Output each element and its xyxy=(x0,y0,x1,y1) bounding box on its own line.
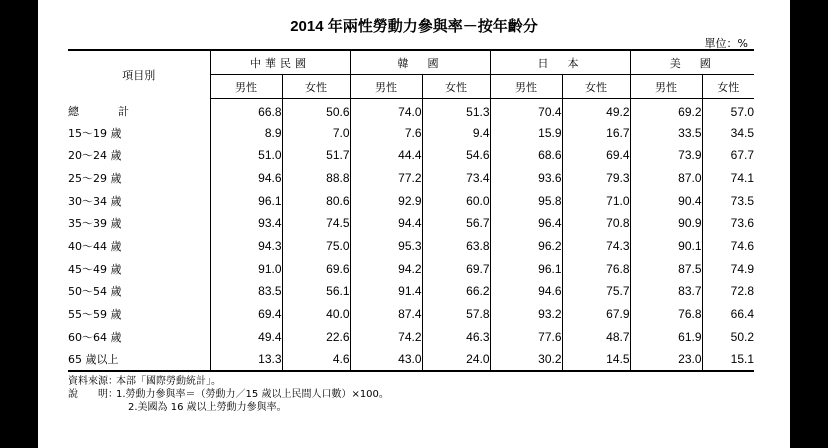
table-cell: 74.1 xyxy=(702,167,754,190)
table-cell: 61.9 xyxy=(630,325,702,348)
table-cell: 4.6 xyxy=(282,348,350,371)
sex-header-male: 男性 xyxy=(630,75,702,99)
source-key: 資料來源： xyxy=(68,376,118,387)
table-cell: 43.0 xyxy=(350,348,422,371)
table-cell: 66.2 xyxy=(422,280,490,303)
table-cell: 90.4 xyxy=(630,189,702,212)
table-cell: 30.2 xyxy=(490,348,562,371)
table-cell: 13.3 xyxy=(210,348,282,371)
table-cell: 46.3 xyxy=(422,325,490,348)
table-cell: 94.2 xyxy=(350,257,422,280)
explain-note-2 xyxy=(68,401,758,414)
sex-header-male: 男性 xyxy=(490,75,562,99)
table-cell: 50.2 xyxy=(702,325,754,348)
table-row xyxy=(68,280,754,303)
row-label: 40～44 歲 xyxy=(68,239,122,253)
table-cell: 96.1 xyxy=(210,189,282,212)
table-row xyxy=(68,121,754,144)
row-label: 15～19 歲 xyxy=(68,126,122,140)
sex-header-female: 女性 xyxy=(422,75,490,99)
table-cell: 72.8 xyxy=(702,280,754,303)
sex-header-male: 男性 xyxy=(210,75,282,99)
row-label: 60～64 歲 xyxy=(68,330,122,344)
table-cell: 83.7 xyxy=(630,280,702,303)
table-cell: 71.0 xyxy=(562,189,630,212)
table-row xyxy=(68,167,754,190)
table-cell: 83.5 xyxy=(210,280,282,303)
table-cell: 57.0 xyxy=(702,99,754,122)
table-cell: 75.0 xyxy=(282,235,350,258)
sex-header-female: 女性 xyxy=(562,75,630,99)
table-row xyxy=(68,257,754,280)
table-cell: 56.7 xyxy=(422,212,490,235)
table-cell: 74.3 xyxy=(562,235,630,258)
row-label: 30～34 歲 xyxy=(68,194,122,208)
explain-note xyxy=(68,388,758,401)
table-cell: 16.7 xyxy=(562,121,630,144)
table-row xyxy=(68,235,754,258)
country-header-japan: 日 本 xyxy=(490,50,630,75)
table-cell: 63.8 xyxy=(422,235,490,258)
table-cell: 69.4 xyxy=(210,303,282,326)
table-cell: 90.1 xyxy=(630,235,702,258)
table-cell: 76.8 xyxy=(562,257,630,280)
table-cell: 73.5 xyxy=(702,189,754,212)
country-header-taiwan: 中華民國 xyxy=(210,50,350,75)
country-header-usa: 美 國 xyxy=(630,50,754,75)
row-label: 35～39 歲 xyxy=(68,217,122,231)
table-cell: 73.9 xyxy=(630,144,702,167)
table-cell: 51.0 xyxy=(210,144,282,167)
table-cell: 73.6 xyxy=(702,212,754,235)
table-cell: 95.3 xyxy=(350,235,422,258)
country-header-korea: 韓 國 xyxy=(350,50,490,75)
table-cell: 9.4 xyxy=(422,121,490,144)
table-cell: 49.2 xyxy=(562,99,630,122)
table-cell: 51.7 xyxy=(282,144,350,167)
table-cell: 14.5 xyxy=(562,348,630,371)
table-cell: 91.0 xyxy=(210,257,282,280)
table-cell: 90.9 xyxy=(630,212,702,235)
table-cell: 48.7 xyxy=(562,325,630,348)
table-cell: 88.8 xyxy=(282,167,350,190)
table-cell: 66.4 xyxy=(702,303,754,326)
table-cell: 70.8 xyxy=(562,212,630,235)
explain-key: 說 明： xyxy=(68,389,118,400)
table-cell: 96.2 xyxy=(490,235,562,258)
table-cell: 34.5 xyxy=(702,121,754,144)
table-cell: 8.9 xyxy=(210,121,282,144)
table-cell: 80.6 xyxy=(282,189,350,212)
table-cell: 24.0 xyxy=(422,348,490,371)
table-cell: 60.0 xyxy=(422,189,490,212)
table-cell: 44.4 xyxy=(350,144,422,167)
page-title: 2014 年兩性勞動力參與率－按年齡分 xyxy=(290,18,538,35)
table-cell: 93.6 xyxy=(490,167,562,190)
table-cell: 96.1 xyxy=(490,257,562,280)
table-cell: 75.7 xyxy=(562,280,630,303)
data-table xyxy=(68,49,754,372)
table-cell: 56.1 xyxy=(282,280,350,303)
table-cell: 15.1 xyxy=(702,348,754,371)
table-cell: 69.4 xyxy=(562,144,630,167)
table-cell: 94.3 xyxy=(210,235,282,258)
table-cell: 69.7 xyxy=(422,257,490,280)
table-cell: 7.6 xyxy=(350,121,422,144)
table-cell: 87.4 xyxy=(350,303,422,326)
table-cell: 49.4 xyxy=(210,325,282,348)
table-cell: 92.9 xyxy=(350,189,422,212)
table-cell: 54.6 xyxy=(422,144,490,167)
table-cell: 66.8 xyxy=(210,99,282,122)
table-cell: 79.3 xyxy=(562,167,630,190)
table-cell: 73.4 xyxy=(422,167,490,190)
table-cell: 7.0 xyxy=(282,121,350,144)
table-cell: 94.4 xyxy=(350,212,422,235)
table-cell: 91.4 xyxy=(350,280,422,303)
table-cell: 50.6 xyxy=(282,99,350,122)
footnotes xyxy=(68,375,758,414)
row-label: 45～49 歲 xyxy=(68,262,122,276)
table-cell: 74.6 xyxy=(702,235,754,258)
row-label: 總 計 xyxy=(68,105,143,119)
table-cell: 74.5 xyxy=(282,212,350,235)
sex-header-female: 女性 xyxy=(702,75,754,99)
table-cell: 87.5 xyxy=(630,257,702,280)
unit-label: 單位：% xyxy=(704,37,748,50)
table-cell: 22.6 xyxy=(282,325,350,348)
table-cell: 15.9 xyxy=(490,121,562,144)
row-label: 65 歲以上 xyxy=(68,348,210,371)
source-text: 本部「國際勞動統計」。 xyxy=(116,376,221,387)
table-row xyxy=(68,144,754,167)
table-cell: 57.8 xyxy=(422,303,490,326)
table-cell: 74.9 xyxy=(702,257,754,280)
source-note xyxy=(68,375,758,388)
table-cell: 93.4 xyxy=(210,212,282,235)
document-page xyxy=(38,0,790,448)
sex-header-female: 女性 xyxy=(282,75,350,99)
table-cell: 95.8 xyxy=(490,189,562,212)
table-row xyxy=(68,189,754,212)
table-cell: 67.7 xyxy=(702,144,754,167)
table-cell: 74.0 xyxy=(350,99,422,122)
sex-header-male: 男性 xyxy=(350,75,422,99)
table-cell: 74.2 xyxy=(350,325,422,348)
table-cell: 87.0 xyxy=(630,167,702,190)
table-cell: 70.4 xyxy=(490,99,562,122)
table-cell: 94.6 xyxy=(210,167,282,190)
table-cell: 94.6 xyxy=(490,280,562,303)
table-row xyxy=(68,348,754,371)
row-label: 20～24 歲 xyxy=(68,149,122,163)
note-1: 1.勞動力參與率＝（勞動力／15 歲以上民間人口數）×100。 xyxy=(116,389,389,400)
table-cell: 67.9 xyxy=(562,303,630,326)
table-cell: 68.6 xyxy=(490,144,562,167)
row-label: 25～29 歲 xyxy=(68,171,122,185)
table-cell: 93.2 xyxy=(490,303,562,326)
table-row xyxy=(68,212,754,235)
table-cell: 77.6 xyxy=(490,325,562,348)
table-cell: 33.5 xyxy=(630,121,702,144)
table-cell: 69.6 xyxy=(282,257,350,280)
table-row xyxy=(68,99,754,122)
table-cell: 40.0 xyxy=(282,303,350,326)
table-cell: 96.4 xyxy=(490,212,562,235)
row-header-label: 項目別 xyxy=(68,50,210,99)
note-2: 2.美國為 16 歲以上勞動力參與率。 xyxy=(128,402,287,413)
table-cell: 77.2 xyxy=(350,167,422,190)
row-label: 50～54 歲 xyxy=(68,285,122,299)
table-cell: 69.2 xyxy=(630,99,702,122)
table-cell: 51.3 xyxy=(422,99,490,122)
table-cell: 23.0 xyxy=(630,348,702,371)
table-row xyxy=(68,325,754,348)
table-cell: 76.8 xyxy=(630,303,702,326)
table-row xyxy=(68,303,754,326)
row-label: 55～59 歲 xyxy=(68,308,122,322)
